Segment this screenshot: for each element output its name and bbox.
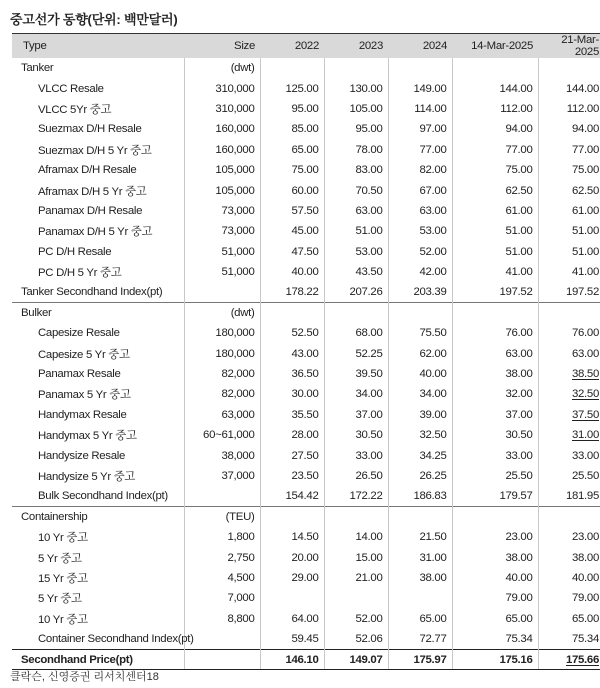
size-cell: 160,000 xyxy=(184,140,260,160)
value-cell xyxy=(260,588,324,608)
value-cell: 30.00 xyxy=(260,384,324,404)
value-cell: 67.00 xyxy=(388,180,452,200)
value-cell: 60.00 xyxy=(260,180,324,200)
value-cell: 63.00 xyxy=(324,201,388,221)
value-cell: 53.00 xyxy=(324,242,388,262)
value-cell: 14.00 xyxy=(324,527,388,547)
index-row xyxy=(12,282,600,302)
size-cell: 8,800 xyxy=(184,609,260,629)
value-cell: 62.50 xyxy=(452,180,538,200)
value-cell: 203.39 xyxy=(388,282,452,302)
size-cell: 82,000 xyxy=(184,384,260,404)
value-cell: 26.25 xyxy=(388,466,452,486)
value-cell: 34.25 xyxy=(388,445,452,465)
col-header-2022: 2022 xyxy=(260,34,324,59)
value-cell: 77.00 xyxy=(452,140,538,160)
value-cell: 47.50 xyxy=(260,242,324,262)
value-cell xyxy=(388,507,452,527)
size-cell: (dwt) xyxy=(184,303,260,323)
value-cell: 36.50 xyxy=(260,364,324,384)
value-cell: 61.00 xyxy=(538,201,600,221)
table-row xyxy=(12,343,600,363)
type-cell: VLCC Resale xyxy=(38,82,104,95)
index-row xyxy=(12,629,600,649)
size-cell: 310,000 xyxy=(184,78,260,98)
type-cell: Suezmax D/H Resale xyxy=(38,123,142,136)
value-cell: 33.00 xyxy=(452,445,538,465)
col-header-size: Size xyxy=(184,34,260,59)
value-cell xyxy=(324,588,388,608)
value-cell: 130.00 xyxy=(324,78,388,98)
value-cell: 57.50 xyxy=(260,201,324,221)
value-cell: 39.00 xyxy=(388,405,452,425)
type-cell: Tanker Secondhand Index(pt) xyxy=(21,286,163,299)
type-cell: PC D/H 5 Yr 중고 xyxy=(38,267,122,280)
value-cell: 79.00 xyxy=(538,588,600,608)
value-cell xyxy=(538,58,600,78)
size-cell: 180,000 xyxy=(184,323,260,343)
value-cell: 75.00 xyxy=(452,160,538,180)
value-cell: 76.00 xyxy=(452,323,538,343)
value-cell: 33.00 xyxy=(324,445,388,465)
table-row xyxy=(12,588,600,608)
type-cell: Panamax D/H Resale xyxy=(38,204,143,217)
type-cell: Bulker xyxy=(12,303,184,323)
type-cell: 10 Yr 중고 xyxy=(38,532,88,545)
value-cell: 21.50 xyxy=(388,527,452,547)
table-row xyxy=(12,323,600,343)
value-cell: 172.22 xyxy=(324,486,388,506)
type-cell: 5 Yr 중고 xyxy=(38,552,82,565)
value-cell: 30.50 xyxy=(452,425,538,445)
type-cell: Bulk Secondhand Index(pt) xyxy=(38,490,168,503)
value-cell: 181.95 xyxy=(538,486,600,506)
value-cell: 30.50 xyxy=(324,425,388,445)
value-cell: 20.00 xyxy=(260,547,324,567)
type-cell: Secondhand Price(pt) xyxy=(12,649,184,669)
col-header-21-mar-2025: 21-Mar-2025 xyxy=(538,34,600,59)
value-cell: 23.50 xyxy=(260,466,324,486)
size-cell: 51,000 xyxy=(184,242,260,262)
size-cell: 4,500 xyxy=(184,568,260,588)
value-cell xyxy=(324,58,388,78)
value-cell: 175.66 xyxy=(538,649,600,669)
table-row xyxy=(12,180,600,200)
value-cell: 63.00 xyxy=(538,343,600,363)
table-row xyxy=(12,99,600,119)
value-cell: 41.00 xyxy=(538,262,600,282)
value-cell: 25.50 xyxy=(452,466,538,486)
value-cell xyxy=(388,303,452,323)
type-cell: PC D/H Resale xyxy=(38,245,112,258)
value-cell: 34.00 xyxy=(388,384,452,404)
value-cell: 154.42 xyxy=(260,486,324,506)
size-cell: 7,000 xyxy=(184,588,260,608)
type-cell: Handymax Resale xyxy=(38,408,127,421)
table-row xyxy=(12,242,600,262)
table-row xyxy=(12,425,600,445)
table-row xyxy=(12,262,600,282)
type-cell: 10 Yr 중고 xyxy=(38,613,88,626)
value-cell: 61.00 xyxy=(452,201,538,221)
value-cell: 38.00 xyxy=(538,547,600,567)
value-cell: 45.00 xyxy=(260,221,324,241)
value-cell: 149.07 xyxy=(324,649,388,669)
value-cell: 144.00 xyxy=(452,78,538,98)
size-cell: 73,000 xyxy=(184,221,260,241)
value-cell: 31.00 xyxy=(388,547,452,567)
value-cell: 94.00 xyxy=(452,119,538,139)
value-cell: 38.00 xyxy=(388,568,452,588)
table-row xyxy=(12,364,600,384)
value-cell: 15.00 xyxy=(324,547,388,567)
value-cell: 37.00 xyxy=(324,405,388,425)
value-cell: 63.00 xyxy=(452,343,538,363)
table-row xyxy=(12,568,600,588)
value-cell: 77.00 xyxy=(538,140,600,160)
value-cell: 95.00 xyxy=(324,119,388,139)
size-cell: 60~61,000 xyxy=(184,425,260,445)
value-cell: 95.00 xyxy=(260,99,324,119)
size-cell xyxy=(184,649,260,669)
value-cell: 65.00 xyxy=(388,609,452,629)
size-cell: 105,000 xyxy=(184,160,260,180)
size-cell: 310,000 xyxy=(184,99,260,119)
value-cell: 32.50 xyxy=(388,425,452,445)
value-cell: 40.00 xyxy=(260,262,324,282)
value-cell: 52.25 xyxy=(324,343,388,363)
value-cell: 83.00 xyxy=(324,160,388,180)
value-cell: 39.50 xyxy=(324,364,388,384)
value-cell xyxy=(260,507,324,527)
table-row xyxy=(12,445,600,465)
value-cell: 144.00 xyxy=(538,78,600,98)
type-cell: 5 Yr 중고 xyxy=(38,593,82,606)
value-cell: 53.00 xyxy=(388,221,452,241)
value-cell: 29.00 xyxy=(260,568,324,588)
type-cell: Tanker xyxy=(21,62,54,75)
value-cell xyxy=(260,58,324,78)
value-cell: 70.50 xyxy=(324,180,388,200)
value-cell: 75.34 xyxy=(452,629,538,649)
value-cell: 23.00 xyxy=(538,527,600,547)
size-cell: 63,000 xyxy=(184,405,260,425)
value-cell: 26.50 xyxy=(324,466,388,486)
value-cell: 112.00 xyxy=(538,99,600,119)
size-cell: 37,000 xyxy=(184,466,260,486)
value-cell: 33.00 xyxy=(538,445,600,465)
type-cell: Capesize 5 Yr 중고 xyxy=(38,348,130,361)
value-cell: 62.50 xyxy=(538,180,600,200)
value-cell: 38.50 xyxy=(538,364,600,384)
value-cell: 197.52 xyxy=(452,282,538,302)
value-cell: 65.00 xyxy=(538,609,600,629)
size-cell: 180,000 xyxy=(184,343,260,363)
value-cell: 82.00 xyxy=(388,160,452,180)
value-cell: 75.00 xyxy=(260,160,324,180)
value-cell: 78.00 xyxy=(324,140,388,160)
value-cell: 114.00 xyxy=(388,99,452,119)
table-row xyxy=(12,527,600,547)
value-cell: 35.50 xyxy=(260,405,324,425)
size-cell: 51,000 xyxy=(184,262,260,282)
value-cell xyxy=(452,58,538,78)
value-cell: 52.06 xyxy=(324,629,388,649)
type-cell: Aframax D/H Resale xyxy=(38,164,137,177)
value-cell: 51.00 xyxy=(538,242,600,262)
type-cell: VLCC 5Yr 중고 xyxy=(38,103,112,116)
col-header-2024: 2024 xyxy=(388,34,452,59)
value-cell: 34.00 xyxy=(324,384,388,404)
table-row xyxy=(12,405,600,425)
type-cell: Panamax Resale xyxy=(38,368,121,381)
type-cell: Panamax 5 Yr 중고 xyxy=(38,389,131,402)
value-cell: 105.00 xyxy=(324,99,388,119)
value-cell: 23.00 xyxy=(452,527,538,547)
type-cell: Panamax D/H 5 Yr 중고 xyxy=(38,226,153,239)
value-cell: 77.00 xyxy=(388,140,452,160)
value-cell: 146.10 xyxy=(260,649,324,669)
size-cell: 105,000 xyxy=(184,180,260,200)
secondhand-price-table xyxy=(12,33,600,670)
header-row xyxy=(12,34,600,59)
value-cell: 75.00 xyxy=(538,160,600,180)
value-cell: 68.00 xyxy=(324,323,388,343)
value-cell: 125.00 xyxy=(260,78,324,98)
type-cell: Aframax D/H 5 Yr 중고 xyxy=(38,185,147,198)
type-cell: 15 Yr 중고 xyxy=(38,572,88,585)
table-row xyxy=(12,384,600,404)
value-cell: 51.00 xyxy=(538,221,600,241)
size-cell: 38,000 xyxy=(184,445,260,465)
value-cell xyxy=(452,507,538,527)
value-cell: 59.45 xyxy=(260,629,324,649)
section-header-row xyxy=(12,58,600,78)
value-cell: 41.00 xyxy=(452,262,538,282)
value-cell: 43.50 xyxy=(324,262,388,282)
value-cell: 197.52 xyxy=(538,282,600,302)
size-cell: (dwt) xyxy=(184,58,260,78)
value-cell xyxy=(260,303,324,323)
value-cell: 32.00 xyxy=(452,384,538,404)
table-row xyxy=(12,221,600,241)
col-header-2023: 2023 xyxy=(324,34,388,59)
value-cell: 85.00 xyxy=(260,119,324,139)
size-cell xyxy=(184,629,260,649)
value-cell: 31.00 xyxy=(538,425,600,445)
value-cell: 75.50 xyxy=(388,323,452,343)
value-cell: 28.00 xyxy=(260,425,324,445)
table-row xyxy=(12,119,600,139)
value-cell xyxy=(538,303,600,323)
value-cell xyxy=(324,507,388,527)
table-row xyxy=(12,609,600,629)
value-cell xyxy=(388,588,452,608)
value-cell: 37.00 xyxy=(452,405,538,425)
value-cell: 97.00 xyxy=(388,119,452,139)
value-cell: 63.00 xyxy=(388,201,452,221)
index-row xyxy=(12,486,600,506)
value-cell: 175.16 xyxy=(452,649,538,669)
value-cell: 51.00 xyxy=(452,221,538,241)
type-cell: Handysize Resale xyxy=(38,449,126,462)
value-cell: 65.00 xyxy=(260,140,324,160)
value-cell: 51.00 xyxy=(324,221,388,241)
value-cell: 76.00 xyxy=(538,323,600,343)
table-row xyxy=(12,140,600,160)
value-cell: 52.00 xyxy=(388,242,452,262)
value-cell: 75.34 xyxy=(538,629,600,649)
value-cell: 21.00 xyxy=(324,568,388,588)
size-cell: 82,000 xyxy=(184,364,260,384)
table-row xyxy=(12,201,600,221)
size-cell: 73,000 xyxy=(184,201,260,221)
col-header-14-mar-2025: 14-Mar-2025 xyxy=(452,34,538,59)
section-header-row xyxy=(12,507,600,527)
type-cell: Container Secondhand Index(pt) xyxy=(38,632,194,645)
value-cell: 112.00 xyxy=(452,99,538,119)
value-cell xyxy=(452,303,538,323)
value-cell xyxy=(324,303,388,323)
table-row xyxy=(12,160,600,180)
value-cell: 42.00 xyxy=(388,262,452,282)
value-cell: 149.00 xyxy=(388,78,452,98)
type-cell: Handysize 5 Yr 중고 xyxy=(38,471,136,483)
value-cell: 72.77 xyxy=(388,629,452,649)
size-cell: 1,800 xyxy=(184,527,260,547)
value-cell xyxy=(538,507,600,527)
value-cell: 94.00 xyxy=(538,119,600,139)
value-cell xyxy=(388,58,452,78)
value-cell: 62.00 xyxy=(388,343,452,363)
table-row xyxy=(12,547,600,567)
size-cell xyxy=(184,486,260,506)
value-cell: 25.50 xyxy=(538,466,600,486)
type-cell: Containership xyxy=(12,507,184,527)
value-cell: 79.00 xyxy=(452,588,538,608)
value-cell: 175.97 xyxy=(388,649,452,669)
value-cell: 51.00 xyxy=(452,242,538,262)
size-cell: 160,000 xyxy=(184,119,260,139)
type-cell: Suezmax D/H 5 Yr 중고 xyxy=(38,144,152,157)
value-cell: 179.57 xyxy=(452,486,538,506)
value-cell: 37.50 xyxy=(538,405,600,425)
value-cell: 40.00 xyxy=(452,568,538,588)
value-cell: 207.26 xyxy=(324,282,388,302)
col-header-type: Type xyxy=(12,34,184,59)
value-cell: 32.50 xyxy=(538,384,600,404)
value-cell: 65.00 xyxy=(452,609,538,629)
value-cell: 27.50 xyxy=(260,445,324,465)
value-cell: 186.83 xyxy=(388,486,452,506)
type-cell: Handymax 5 Yr 중고 xyxy=(38,430,137,443)
value-cell: 52.50 xyxy=(260,323,324,343)
value-cell: 40.00 xyxy=(538,568,600,588)
table-body xyxy=(12,58,600,670)
table-row xyxy=(12,466,600,486)
source-note: 클락슨, 신영증권 리서치센터18 xyxy=(10,671,159,683)
value-cell: 52.00 xyxy=(324,609,388,629)
type-cell: Capesize Resale xyxy=(38,327,120,340)
table-title: 중고선가 동향(단위: 백만달러) xyxy=(10,12,178,27)
value-cell: 38.00 xyxy=(452,364,538,384)
size-cell: 2,750 xyxy=(184,547,260,567)
value-cell: 40.00 xyxy=(388,364,452,384)
value-cell: 38.00 xyxy=(452,547,538,567)
table-row xyxy=(12,78,600,98)
size-cell xyxy=(184,282,260,302)
total-row xyxy=(12,649,600,669)
size-cell: (TEU) xyxy=(184,507,260,527)
value-cell: 178.22 xyxy=(260,282,324,302)
value-cell: 64.00 xyxy=(260,609,324,629)
section-header-row xyxy=(12,303,600,323)
value-cell: 14.50 xyxy=(260,527,324,547)
value-cell: 43.00 xyxy=(260,343,324,363)
